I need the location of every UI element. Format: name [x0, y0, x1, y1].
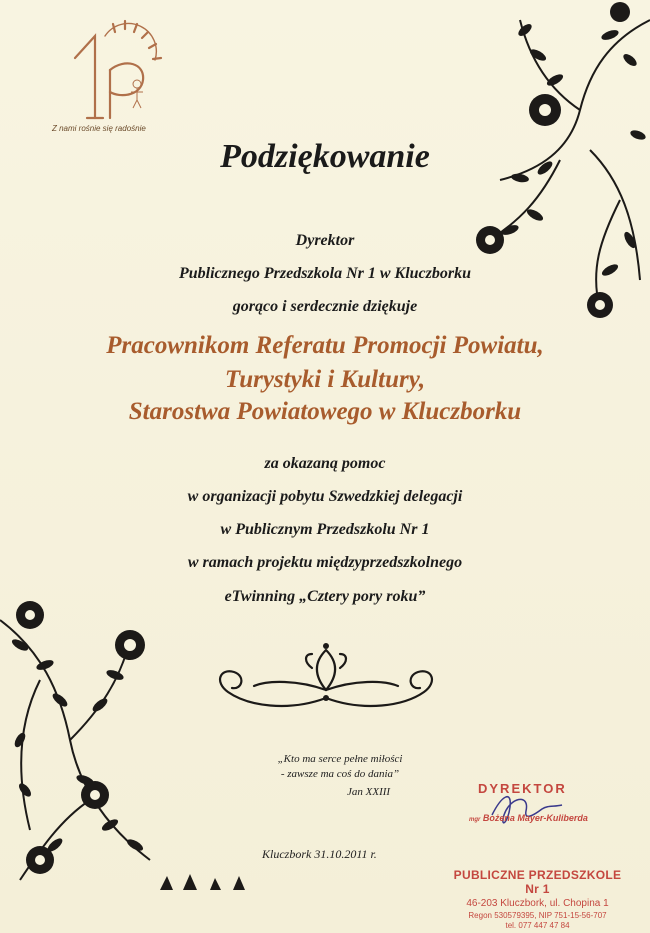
reason-line-5: eTwinning „Cztery pory roku”	[224, 588, 426, 605]
stamp-person-name: Bożena Mayer-Kuliberda	[482, 813, 588, 823]
stamp-institution-name: PUBLICZNE PRZEDSZKOLE Nr 1	[453, 868, 622, 896]
reason-line-1: za okazaną pomoc	[264, 455, 386, 472]
floral-decoration-bottom-left	[0, 590, 160, 890]
floral-decoration-bottom	[155, 868, 255, 890]
stamp-regon: Regon 530579395, NIP 751-15-56-707	[468, 911, 607, 920]
stamp-address: 46-203 Kluczbork, ul. Chopina 1	[466, 898, 609, 909]
ornament-divider	[208, 640, 444, 712]
recipient-line-1: Pracownikom Referatu Promocji Powiatu,	[106, 332, 544, 359]
reason-line-4: w ramach projektu międzyprzedszkolnego	[187, 554, 463, 571]
thanks-phrase: gorąco i serdecznie dziękuje	[232, 298, 418, 315]
institution-stamp	[450, 868, 625, 930]
stamp-person	[469, 813, 588, 823]
stamp-title: DYREKTOR	[478, 781, 567, 796]
sender-institution: Publicznego Przedszkola Nr 1 w Kluczborku	[178, 265, 472, 282]
quote-line-2: - zawsze ma coś do dania”	[280, 768, 400, 780]
stamp-phone: tel. 077 447 47 84	[505, 921, 570, 930]
quote-author: Jan XXIII	[347, 786, 391, 798]
issue-date: Kluczbork 31.10.2011 r.	[262, 847, 377, 861]
recipient-line-3: Starostwa Powiatowego w Kluczborku	[128, 398, 522, 425]
sender-title: Dyrektor	[295, 232, 355, 249]
logo-motto: Z nami rośnie się radośnie	[52, 124, 146, 133]
quote-line-1: „Kto ma serce pełne miłości	[277, 753, 403, 765]
recipient-line-2: Turystyki i Kultury,	[224, 366, 426, 393]
reason-line-3: w Publicznym Przedszkolu Nr 1	[220, 521, 430, 538]
stamp-person-prefix: mgr	[469, 817, 481, 823]
handwritten-signature	[482, 785, 572, 835]
reason-line-2: w organizacji pobytu Szwedzkiej delegacji	[187, 488, 463, 505]
certificate-title: Podziękowanie	[220, 138, 430, 175]
quote	[240, 752, 440, 782]
